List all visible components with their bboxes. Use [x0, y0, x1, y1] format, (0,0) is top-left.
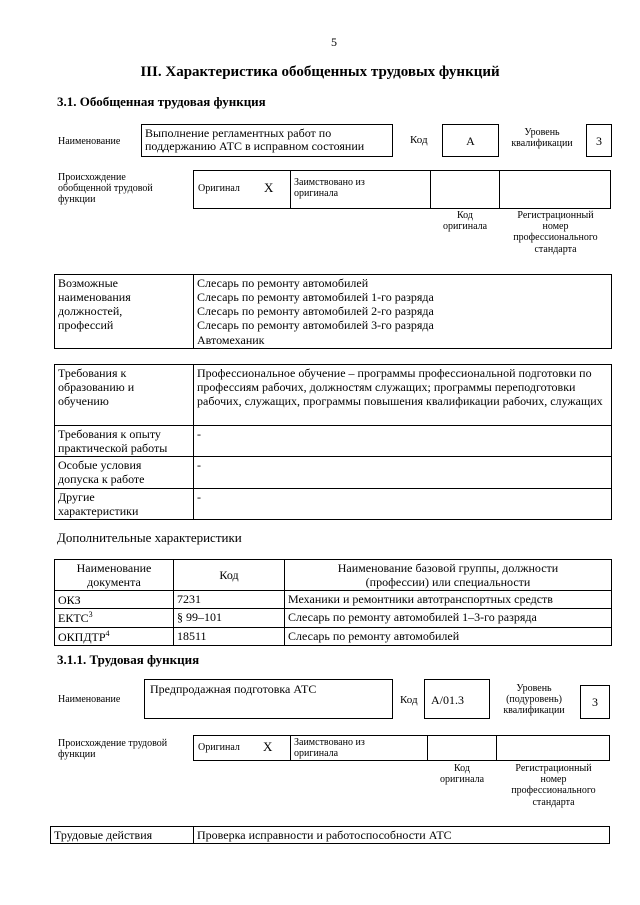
tf-code-orig-caption: Код оригинала	[439, 763, 485, 786]
requirement-value: -	[194, 488, 612, 519]
doc-cell	[55, 609, 174, 627]
requirement-row	[55, 365, 612, 426]
gtf-level-value: 3	[596, 134, 602, 148]
requirement-row	[55, 457, 612, 488]
doc-cell	[55, 627, 174, 645]
actions-table	[50, 826, 610, 844]
gtf-origin-box	[193, 170, 611, 209]
additional-header-row	[55, 560, 612, 591]
doc-name: ОКЗ	[58, 593, 81, 608]
doc-cell	[55, 591, 174, 609]
tf-code-box	[424, 679, 490, 719]
tf-original-label: Оригинал	[198, 742, 240, 753]
tf-origin-box	[193, 735, 610, 761]
tf-origin-divider-2	[427, 735, 428, 761]
gtf-original-label: Оригинал	[198, 183, 240, 194]
gtf-name-label: Наименование	[58, 136, 121, 147]
positions-table	[54, 274, 612, 349]
tf-level-box	[580, 685, 610, 719]
gtf-reg-caption: Регистрационный номер профессионального стандарта	[513, 210, 598, 255]
gtf-origin-label: Происхождение обобщенной трудовой функции	[58, 172, 153, 206]
gtf-name-box	[141, 124, 393, 157]
gtf-name-value: Выполнение регламентных работ по поддержанию АТС в исправном состоянии	[145, 126, 365, 154]
additional-heading: Дополнительные характеристики	[57, 530, 242, 545]
tf-name-value: Предпродажная подготовка АТС	[150, 682, 317, 696]
additional-header-code: Код	[174, 560, 285, 591]
gtf-code-value: A	[466, 134, 475, 148]
tf-heading: 3.1.1. Трудовая функция	[57, 652, 200, 667]
requirement-value: -	[194, 426, 612, 457]
requirements-table	[54, 364, 612, 520]
gtf-code-label: Код	[410, 134, 428, 146]
name-cell: Механики и ремонтники автотранспортных средств	[285, 591, 612, 609]
name-cell: Слесарь по ремонту автомобилей	[285, 627, 612, 645]
requirement-label: Требования к опыту практической работы	[55, 426, 194, 457]
table-row	[55, 627, 612, 645]
gtf-code-box	[442, 124, 499, 157]
positions-label: Возможные наименования должностей, профессий	[55, 275, 194, 349]
section-title: III. Характеристика обобщенных трудовых функций	[140, 64, 500, 80]
position-item: Слесарь по ремонту автомобилей 3-го разряда	[197, 318, 434, 333]
requirement-row	[55, 426, 612, 457]
requirement-label: Особые условия допуска к работе	[55, 457, 194, 488]
table-row	[55, 591, 612, 609]
gtf-heading: 3.1. Обобщенная трудовая функция	[57, 94, 266, 109]
name-cell: Слесарь по ремонту автомобилей 1–3-го разряда	[285, 609, 612, 627]
additional-header-name: Наименование базовой группы, должности (профессии) или специальности	[285, 560, 612, 591]
requirement-label: Другие характеристики	[55, 488, 194, 519]
additional-table	[54, 559, 612, 646]
gtf-borrowed-label: Заимствовано из оригинала	[294, 177, 365, 200]
tf-code-label: Код	[400, 694, 418, 706]
gtf-origin-divider-3	[499, 170, 500, 209]
actions-value: Проверка исправности и работоспособности АТС	[194, 827, 610, 844]
tf-original-mark: X	[263, 739, 273, 754]
gtf-level-label: Уровень квалификации	[511, 127, 573, 150]
gtf-code-orig-caption: Код оригинала	[442, 210, 488, 233]
gtf-origin-divider-2	[430, 170, 431, 209]
tf-name-box	[144, 679, 393, 719]
tf-origin-divider-1	[290, 735, 291, 761]
additional-header-doc: Наименование документа	[55, 560, 174, 591]
code-cell: § 99–101	[174, 609, 285, 627]
tf-borrowed-label: Заимствовано из оригинала	[294, 737, 365, 760]
tf-origin-label: Происхождение трудовой функции	[58, 738, 168, 761]
tf-level-value: 3	[592, 695, 598, 709]
actions-label: Трудовые действия	[51, 827, 194, 844]
tf-reg-caption: Регистрационный номер профессионального стандарта	[511, 763, 596, 808]
doc-name: ОКПДТР	[58, 629, 106, 644]
position-item: Слесарь по ремонту автомобилей 1-го разряда	[197, 290, 434, 305]
position-item: Слесарь по ремонту автомобилей 2-го разряда	[197, 304, 434, 319]
doc-footnote: 3	[88, 610, 93, 620]
requirement-value: -	[194, 457, 612, 488]
requirement-value: Профессиональное обучение – программы профессиональной подготовки по профессиям рабочих, должностям служащих; программы переподготовки рабочих, служащих, программы повышения квалификации рабочих, служащих	[194, 365, 612, 426]
tf-level-label: Уровень (подуровень) квалификации	[503, 683, 565, 717]
tf-origin-divider-3	[496, 735, 497, 761]
positions-values	[194, 275, 612, 349]
doc-footnote: 4	[105, 628, 110, 638]
doc-name: ЕКТС	[58, 611, 89, 626]
position-item: Автомеханик	[197, 332, 265, 347]
gtf-origin-divider-1	[290, 170, 291, 209]
tf-code-value: A/01.3	[431, 693, 464, 707]
code-cell: 7231	[174, 591, 285, 609]
gtf-original-mark: X	[264, 180, 274, 195]
requirement-label: Требования к образованию и обучению	[55, 365, 194, 426]
gtf-level-box	[586, 124, 612, 157]
page-number: 5	[331, 35, 337, 49]
code-cell: 18511	[174, 627, 285, 645]
position-item: Слесарь по ремонту автомобилей	[197, 276, 369, 290]
table-row	[55, 609, 612, 627]
tf-name-label: Наименование	[58, 694, 121, 705]
requirement-row	[55, 488, 612, 519]
table-row	[51, 827, 610, 844]
